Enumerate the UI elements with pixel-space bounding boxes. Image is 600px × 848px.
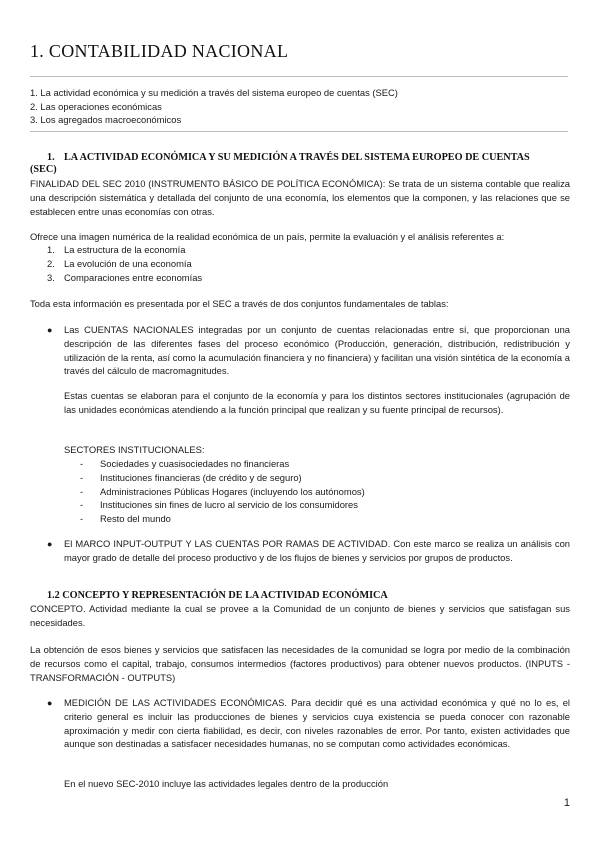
ofrece-item-3: 3. Comparaciones entre economías (47, 271, 203, 283)
page-number: 1 (563, 797, 570, 809)
marco-input-output-paragraph: El MARCO INPUT-OUTPUT Y LAS CUENTAS POR RAMAS DE ACTIVIDAD. Con este marco se realiza un análisis con mayor grado de detalle del proceso productivo y de los flujos de bienes y servicios por grupos de productos. (64, 538, 570, 563)
nuevo-sec-paragraph: En el nuevo SEC-2010 incluye las actividades legales dentro de la producción (64, 778, 389, 789)
section-1-heading-cont: (SEC) (30, 164, 57, 175)
obtencion-paragraph: La obtención de esos bienes y servicios que satisfacen las necesidades de la comunidad se logra por medio de la combinación de recursos como el capital, trabajo, consumos intermedios (factores productivos) para obtener nuevos productos. (INPUTS - TRANSFORMACIÓN - OUTPUTS) (30, 644, 570, 683)
ofrece-item-2: 2. La evolución de una economía (47, 257, 192, 269)
ofrece-paragraph: Ofrece una imagen numérica de la realidad económica de un país, permite la evaluación y el análisis referentes a: (30, 231, 505, 242)
medicion-paragraph: MEDICIÓN DE LAS ACTIVIDADES ECONÓMICAS. Para decidir qué es una actividad económica y qué no lo es, el criterio general es incluir las producciones de bienes y servicios cuya existencia se pueda conocer con razonable aproximación y medir con cierta fiabilidad, es decir, con niveles razonables de error. Por tanto, existen actividades que aunque son destinadas a satisfacer necesidades humanas, no se computan como actividades económicas. (64, 697, 570, 750)
ofrece-list (47, 243, 202, 284)
bullet-icon: ● (47, 539, 53, 549)
sector-item: - Sociedades y cuasisociedades no financieras (80, 458, 290, 469)
sector-item: - Instituciones sin fines de lucro al servicio de los consumidores (80, 499, 358, 511)
title-divider (30, 76, 568, 77)
concepto-paragraph: CONCEPTO. Actividad mediante la cual se provee a la Comunidad de un conjunto de bienes y servicios que satisfagan sus necesidades. (30, 603, 570, 628)
bullet-icon: ● (47, 325, 53, 335)
section-1-2-heading: 1.2 CONCEPTO Y REPRESENTACIÓN DE LA ACTIVIDAD ECONÓMICA (47, 590, 388, 601)
page-title: 1. CONTABILIDAD NACIONAL (30, 41, 289, 61)
sector-item: - Administraciones Públicas Hogares (incluyendo los autónomos) (80, 485, 365, 497)
section-1-heading: LA ACTIVIDAD ECONÓMICA Y SU MEDICIÓN A TRAVÉS DEL SISTEMA EUROPEO DE CUENTAS (64, 152, 530, 163)
table-of-contents (30, 86, 398, 127)
sectores-list (80, 457, 365, 526)
section-1-number: 1. (47, 152, 55, 163)
toc-item-3: 3. Los agregados macroeconómicos (30, 114, 182, 125)
estas-cuentas-paragraph: Estas cuentas se elaboran para el conjunto de la economía y para los distintos sectores institucionales (agrupación de las unidades económicas atendiendo a la función principal que realizan y su fuente principal de recursos). (64, 390, 570, 415)
toc-item-1: 1. La actividad económica y su medición a través del sistema europeo de cuentas (SEC) (30, 87, 398, 98)
toda-paragraph: Toda esta información es presentada por el SEC a través de dos conjuntos fundamentales de tablas: (30, 298, 449, 309)
sector-item: - Instituciones financieras (de crédito y de seguro) (80, 471, 302, 483)
sector-item: - Resto del mundo (80, 513, 171, 525)
bullet-icon: ● (47, 698, 53, 708)
toc-item-2: 2. Las operaciones económicas (30, 100, 162, 112)
ofrece-item-1: 1. La estructura de la economía (47, 244, 186, 255)
sectores-title: SECTORES INSTITUCIONALES: (64, 444, 205, 455)
finalidad-paragraph: FINALIDAD DEL SEC 2010 (INSTRUMENTO BÁSICO DE POLÍTICA ECONÓMICA): Se trata de un sistema contable que realiza una descripción sistemática y detallada del conjunto de una economía, los elementos que la componen, y las relaciones que se establecen entre unas economías con otras. (30, 178, 570, 217)
toc-divider (30, 131, 568, 132)
cuentas-nacionales-paragraph: Las CUENTAS NACIONALES integradas por un conjunto de cuentas relacionadas entre sí, que proporcionan una descripción de las diferentes fases del proceso económico (Producción, generación, distribución, redistribución y utilización de la renta, así como la acumulación financiera y no financiera) y facilitan una visión sintética de la economía a través del cálculo de macromagnitudes. (64, 324, 570, 377)
